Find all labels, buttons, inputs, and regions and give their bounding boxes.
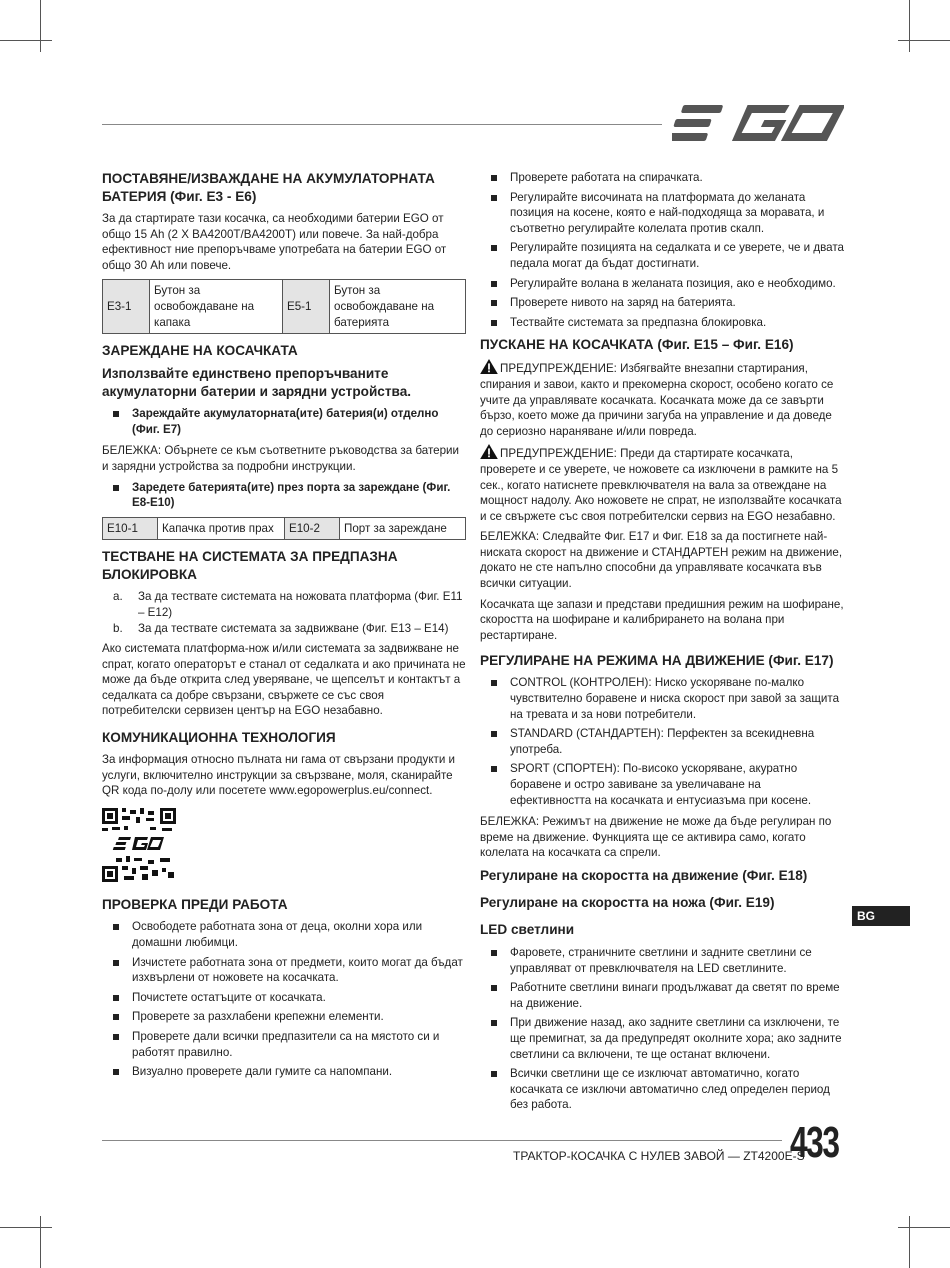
restart-paragraph: Косачката ще запази и представи предишния режим на шофиране, скоростта на шофиране и калибрирането на волана при рестартиране. — [480, 597, 844, 642]
crop-mark — [0, 1227, 52, 1228]
charging-parts-table — [102, 517, 466, 541]
list-item: Проверете работата на спирачката. — [480, 170, 844, 186]
charging-list-1 — [102, 406, 466, 437]
heading-led-lights: LED светлини — [480, 921, 575, 937]
crop-mark — [0, 40, 52, 41]
page-number: 433 — [790, 1118, 839, 1167]
list-item: Зареждайте акумулаторната(ите) батерия(и) отделно (Фиг. E7) — [102, 406, 466, 437]
list-item — [480, 761, 844, 808]
charging-list-2 — [102, 480, 466, 511]
warning-2 — [480, 444, 844, 524]
section-title-precheck: ПРОВЕРКА ПРЕДИ РАБОТА — [102, 897, 288, 913]
list-item: Изчистете работната зона от предмети, които могат да бъдат изхвърлени от ножовете на косачката. — [102, 955, 466, 986]
warning-text: Избягвайте внезапни стартирания, спирания и завои, както и прекомерна скорост, особено когато се учите да управлявате косачката. Косачката може да се завърти бързо, което може да причини загуба на управление и да доведе до сериозно нараняване и/или повреда. — [480, 362, 834, 438]
table-value: Порт за зареждане — [340, 517, 466, 540]
warning-text: Преди да стартирате косачката, проверете и се уверете, че ножовете са изключени в рамките на 5 сек., когато натиснете превключвателя на вала за отвеждане на мощност надолу. Ако ножовете не спрат, не използвайте косачката и се свържете със своя потребителски сервиз на EGO незабавно. — [480, 447, 842, 523]
table-value: Бутон за освобождаване на батерията — [330, 280, 466, 334]
right-column — [480, 170, 844, 1119]
note-label: БЕЛЕЖКА: — [102, 444, 162, 458]
mode-text: Перфектен за всекидневна употреба. — [510, 727, 815, 756]
mode-text: По-високо ускоряване, акуратно боравене и остро завиване за увеличаване на ефективността на косачката и ентусиазъма при косене. — [510, 762, 812, 807]
section-title-drive-mode: РЕГУЛИРАНЕ НА РЕЖИМА НА ДВИЖЕНИЕ (Фиг. E17) — [480, 653, 834, 669]
left-column — [102, 170, 466, 1086]
crop-mark — [898, 40, 950, 41]
footer-rule — [102, 1140, 782, 1141]
table-key: E10-2 — [285, 517, 340, 540]
charging-note — [102, 443, 466, 474]
list-marker: a. — [113, 590, 123, 604]
list-item: Регулирайте позицията на седалката и се уверете, че и двата педала могат да бъдат достигнати. — [480, 240, 844, 271]
list-item: Проверете нивото на заряд на батерията. — [480, 295, 844, 311]
section-title-starting: ПУСКАНЕ НА КОСАЧКАТА (Фиг. E15 – Фиг. E16) — [480, 337, 794, 353]
warning-label: ПРЕДУПРЕЖДЕНИЕ: — [500, 362, 617, 376]
crop-mark — [909, 0, 910, 52]
language-tab: BG — [852, 906, 910, 926]
list-item: Тествайте системата за предпазна блокировка. — [480, 315, 844, 331]
mode-label: CONTROL (КОНТРОЛЕН): — [510, 676, 652, 690]
battery-paragraph: За да стартирате тази косачка, са необходими батерии EGO от общо 15 Ah (2 X BA4200T/BA4200T) или повече. За най-добра ефективност ние препоръчваме употребата на батерии EGO от общо 30 Ah или повече. — [102, 212, 447, 272]
battery-parts-table — [102, 279, 466, 334]
list-item: При движение назад, ако задните светлини са изключени, те ще премигнат, за да предупредят околните хора; ако задните светлини са включени, те ще останат включени. — [480, 1015, 844, 1062]
heading-drive-speed: Регулиране на скоростта на движение (Фиг. E18) — [480, 867, 808, 883]
note-2 — [480, 814, 844, 861]
led-list — [480, 945, 844, 1113]
crop-mark — [40, 0, 41, 52]
list-item: Визуално проверете дали гумите са напомпани. — [102, 1064, 466, 1080]
list-item: Почистете остатъците от косачката. — [102, 990, 466, 1006]
interlock-list — [102, 589, 466, 636]
warning-1 — [480, 359, 844, 439]
mode-text: Ниско ускоряване по-малко чувствително боравене и ниска скорост при завой за защита на тревата и за нови потребители. — [510, 676, 840, 721]
warning-label: ПРЕДУПРЕЖДЕНИЕ: — [500, 447, 617, 461]
list-item: Регулирайте волана в желаната позиция, ако е необходимо. — [480, 276, 844, 292]
list-item — [102, 589, 466, 620]
qr-code-icon — [102, 808, 176, 882]
list-item: Работните светлини винаги продължават да светят по време на движение. — [480, 980, 844, 1011]
list-text: За да тествате системата за задвижване (Фиг. E13 – E14) — [138, 621, 449, 635]
list-text: За да тествате системата на ножовата платформа (Фиг. E11 – E12) — [138, 590, 463, 619]
table-key: E5-1 — [283, 280, 330, 334]
crop-mark — [898, 1227, 950, 1228]
precheck-list-continued — [480, 170, 844, 330]
table-value: Капачка против прах — [158, 517, 285, 540]
note-label: БЕЛЕЖКА: — [480, 815, 540, 829]
list-item: Регулирайте височината на платформата до желаната позиция на косене, която е най-подходяща за моравата, и съответно регулирайте колелата против скалп. — [480, 190, 844, 237]
list-item: Всички светлини ще се изключат автоматично, когато косачката се изключи автоматично след определен период без работа. — [480, 1066, 844, 1113]
note-text: Режимът на движение не може да бъде регулиран по време на движение. Функцията ще се активира само, когато колелата на косачката са спрели. — [480, 815, 832, 860]
header-rule — [102, 124, 662, 125]
crop-mark — [40, 1216, 41, 1268]
mode-label: SPORT (СПОРТЕН): — [510, 762, 620, 776]
note-1 — [480, 529, 844, 591]
table-value: Бутон за освобождаване на капака — [150, 280, 283, 334]
list-marker: b. — [113, 621, 123, 635]
section-title-communication: КОМУНИКАЦИОННА ТЕХНОЛОГИЯ — [102, 730, 336, 746]
crop-mark — [909, 1216, 910, 1268]
warning-icon — [480, 444, 498, 459]
list-item: Освободете работната зона от деца, околни хора или домашни любимци. — [102, 919, 466, 950]
list-item: Проверете дали всички предпазители са на мястото си и работят правилно. — [102, 1029, 466, 1060]
drive-mode-list — [480, 675, 844, 808]
note-label: БЕЛЕЖКА: — [480, 530, 540, 544]
footer-title: ТРАКТОР-КОСАЧКА С НУЛЕВ ЗАВОЙ — ZT4200E-S — [513, 1149, 805, 1163]
list-item — [102, 621, 466, 637]
mode-label: STANDARD (СТАНДАРТЕН): — [510, 727, 664, 741]
section-title-charging: ЗАРЕЖДАНЕ НА КОСАЧКАТА — [102, 343, 298, 359]
list-item — [480, 726, 844, 757]
interlock-paragraph: Ако системата платформа-нож и/или системата за задвижване не спрат, когато операторът е станал от седалката и ако причината не може да бъде открита след уверяване, че щепселът и контактът а седалката са добре свързани, свържете се със своя потребителски сервизен център на EGO незабавно. — [102, 642, 466, 718]
warning-icon — [480, 359, 498, 374]
list-item: Проверете за разхлабени крепежни елементи. — [102, 1009, 466, 1025]
section-title-battery: ПОСТАВЯНЕ/ИЗВАЖДАНЕ НА АКУМУЛАТОРНАТА БАТЕРИЯ (Фиг. E3 - E6) — [102, 171, 435, 204]
communication-paragraph: За информация относно пълната ни гама от свързани продукти и услуги, включително инструкции за свързване, моля, сканирайте QR кода по-долу или посетете www.egopowerplus.eu/connect. — [102, 753, 456, 798]
charging-subtitle: Използвайте единствено препоръчваните акумулаторни батерии и зарядни устройства. — [102, 366, 412, 400]
note-text: Следвайте Фиг. E17 и Фиг. E18 за да постигнете най-ниската скорост на движение и СТАНДАРТЕН режим на движение, докато не сте напълно способни да управлявате косачката във всички ситуации. — [480, 530, 843, 591]
heading-blade-speed: Регулиране на скоростта на ножа (Фиг. E19) — [480, 894, 775, 910]
list-item — [480, 675, 844, 722]
table-key: E10-1 — [103, 517, 158, 540]
list-item: Заредете батерията(ите) през порта за зареждане (Фиг. E8-E10) — [102, 480, 466, 511]
section-title-interlock: ТЕСТВАНЕ НА СИСТЕМАТА ЗА ПРЕДПАЗНА БЛОКИРОВКА — [102, 549, 398, 583]
precheck-list — [102, 919, 466, 1079]
list-item: Фаровете, страничните светлини и задните светлини се управляват от превключвателя на LED светлините. — [480, 945, 844, 976]
table-key: E3-1 — [103, 280, 150, 334]
note-text: Обърнете се към съответните ръководства за батерии и зарядни устройства за подробни инструкции. — [102, 444, 459, 473]
ego-logo — [672, 103, 844, 143]
